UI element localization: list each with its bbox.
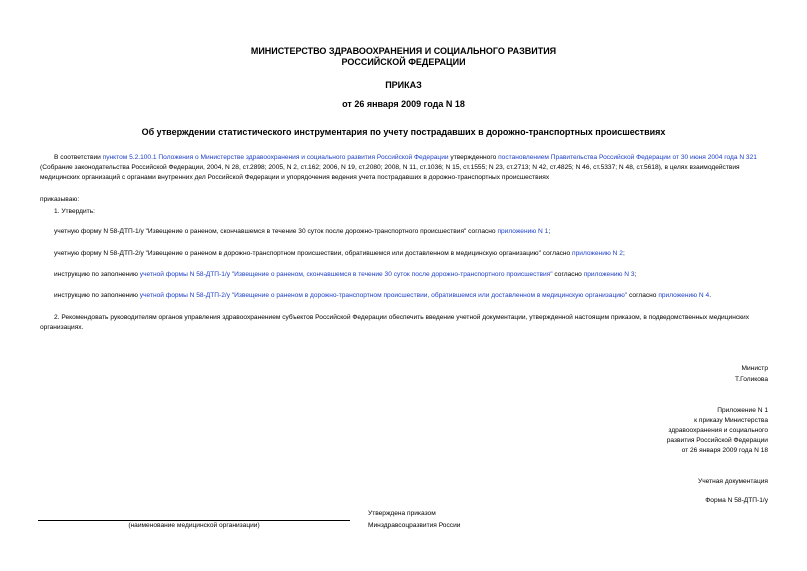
appendix-1-link[interactable]: приложению N 1 <box>497 228 549 235</box>
ministry-name-line2: РОССИЙСКОЙ ФЕДЕРАЦИИ <box>341 57 466 67</box>
document-subject: Об утверждении статистического инструментария по учету пострадавших в дорожно-транспортных происшествиях <box>141 127 666 137</box>
government-decree-link[interactable]: постановлением Правительства Российской Федерации от 30 июня 2004 года N 321 <box>498 154 757 161</box>
approve-item-4-mid: согласно <box>627 292 659 299</box>
appendix-line-5: от 26 января 2009 года N 18 <box>681 447 768 454</box>
approved-by-line-2: Минздравсоцразвития России <box>368 522 461 529</box>
signatory-position: Министр <box>741 365 768 372</box>
approve-item-3-mid: согласно <box>552 271 584 278</box>
document-category: Учетная документация <box>698 478 768 485</box>
appendix-3-link[interactable]: приложению N 3 <box>583 271 635 278</box>
organization-name-caption: (наименование медицинской организации) <box>128 522 260 529</box>
approve-item-4-text: инструкцию по заполнению <box>54 292 140 299</box>
approve-item-1-text: учетную форму N 58-ДТП-1/у "Извещение о раненом, скончавшемся в течение 30 суток после дорожно-транспортного происшествия" согласно <box>54 228 498 235</box>
approve-item-2-end: ; <box>622 250 625 257</box>
ministry-name-line1: МИНИСТЕРСТВО ЗДРАВООХРАНЕНИЯ И СОЦИАЛЬНОГО РАЗВИТИЯ <box>250 46 557 56</box>
approve-item-3-end: ; <box>634 271 637 278</box>
appendix-4-link[interactable]: приложению N 4 <box>658 292 710 299</box>
approve-item-4 <box>54 291 784 301</box>
approve-item-4-end: . <box>709 292 712 299</box>
appendix-2-link[interactable]: приложению N 2 <box>572 250 623 257</box>
document-date: от 26 января 2009 года N 18 <box>342 99 465 109</box>
form-58-dtp-1-link[interactable]: учетной формы N 58-ДТП-1/у "Извещение о раненом, скончавшемся в течение 30 суток после дорожно-транспортного происшествия" <box>139 271 553 278</box>
approve-item-1 <box>54 227 774 237</box>
form-58-dtp-2-link[interactable]: учетной формы N 58-ДТП-2/у "Извещение о раненом в дорожно-транспортном происшествии, обратившемся или доставленном в медицинскую организацию" <box>139 292 628 299</box>
document-type: ПРИКАЗ <box>385 80 422 90</box>
approve-item-3 <box>54 270 774 280</box>
preamble-text-2: утвержденного <box>448 154 499 161</box>
appendix-line-2: к приказу Министерства <box>694 417 768 424</box>
appendix-line-3: здравоохранения и социального <box>668 427 768 434</box>
item-1-heading: 1. Утвердить: <box>54 208 95 215</box>
signatory-name: Т.Голикова <box>734 376 768 383</box>
preamble-text-1: В соответствии <box>54 154 103 161</box>
approve-item-2-text: учетную форму N 58-ДТП-2/у "Извещение о раненом в дорожно-транспортном происшествии, обратившемся или доставленном в медицинскую организацию" согласно <box>54 250 573 257</box>
regulation-link[interactable]: пунктом 5.2.100.1 Положения о Министерстве здравоохранения и социального развития Российской Федерации <box>102 154 449 161</box>
appendix-line-4: развития Российской Федерации <box>666 437 768 444</box>
appendix-line-1: Приложение N 1 <box>717 407 768 414</box>
order-word: приказываю: <box>40 196 80 203</box>
item-2-paragraph: 2. Рекомендовать руководителям органов управления здравоохранением субъектов Российской Федерации обеспечить введение учетной документации, утвержденной настоящим приказом, в подведомственных медицинских организациях. <box>40 314 750 331</box>
approve-item-1-end: ; <box>548 228 551 235</box>
preamble-text-3: (Собрание законодательства Российской Федерации, 2004, N 28, ст.2898; 2005, N 2, ст.162; 2006, N 19, ст.2080; 2008, N 11, ст.1036; N 15, ст.1555; N 23, ст.2713; N 42, ст.4825; N 46, ст.5337; N 48, ст.5618), в целях взаимодействия медицинских организаций с органами внутренних дел Российской Федерации и упорядочения ведения учета пострадавших в дорожно-транспортных происшествиях <box>40 164 740 181</box>
approved-by-line-1: Утверждена приказом <box>368 510 436 517</box>
approve-item-3-text: инструкцию по заполнению <box>54 271 140 278</box>
approve-item-2 <box>54 249 774 259</box>
form-number: Форма N 58-ДТП-1/у <box>705 497 768 504</box>
preamble-paragraph <box>40 153 770 183</box>
